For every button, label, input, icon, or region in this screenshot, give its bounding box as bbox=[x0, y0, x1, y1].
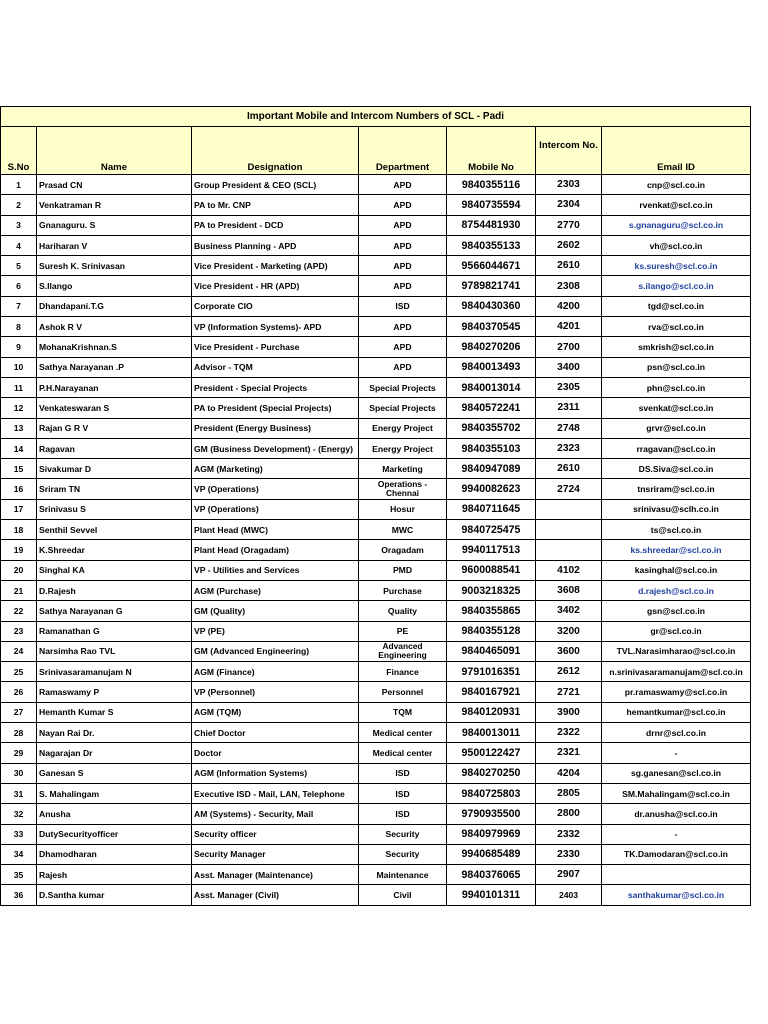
table-row bbox=[1, 621, 751, 641]
cell-sno: 7 bbox=[1, 296, 37, 316]
cell-designation: Plant Head (Oragadam) bbox=[192, 540, 359, 560]
cell-sno: 36 bbox=[1, 885, 37, 905]
cell-name: Anusha bbox=[37, 804, 192, 824]
cell-designation: Security officer bbox=[192, 824, 359, 844]
table-row bbox=[1, 256, 751, 276]
cell-mobile: 9840465091 bbox=[447, 641, 536, 661]
cell-name: Rajesh bbox=[37, 865, 192, 885]
cell-designation: VP (Operations) bbox=[192, 499, 359, 519]
cell-mobile: 9840979969 bbox=[447, 824, 536, 844]
cell-sno: 2 bbox=[1, 195, 37, 215]
cell-intercom bbox=[536, 499, 602, 519]
cell-designation: Security Manager bbox=[192, 844, 359, 864]
cell-designation: Vice President - HR (APD) bbox=[192, 276, 359, 296]
header-designation: Designation bbox=[192, 127, 359, 175]
cell-intercom: 2610 bbox=[536, 256, 602, 276]
cell-mobile: 9840355133 bbox=[447, 235, 536, 255]
cell-intercom: 2800 bbox=[536, 804, 602, 824]
cell-sno: 18 bbox=[1, 520, 37, 540]
cell-mobile: 9940685489 bbox=[447, 844, 536, 864]
cell-intercom: 2907 bbox=[536, 865, 602, 885]
cell-name: Venkatraman R bbox=[37, 195, 192, 215]
cell-email: - bbox=[602, 824, 751, 844]
cell-designation: Asst. Manager (Civil) bbox=[192, 885, 359, 905]
cell-mobile: 9840120931 bbox=[447, 702, 536, 722]
cell-sno: 14 bbox=[1, 438, 37, 458]
cell-designation: President (Energy Business) bbox=[192, 418, 359, 438]
cell-department: APD bbox=[359, 317, 447, 337]
cell-mobile: 8754481930 bbox=[447, 215, 536, 235]
cell-name: Suresh K. Srinivasan bbox=[37, 256, 192, 276]
table-row bbox=[1, 418, 751, 438]
cell-sno: 19 bbox=[1, 540, 37, 560]
cell-email: ts@scl.co.in bbox=[602, 520, 751, 540]
cell-designation: VP (Information Systems)- APD bbox=[192, 317, 359, 337]
table-row bbox=[1, 580, 751, 600]
table-row bbox=[1, 702, 751, 722]
cell-name: D.Santha kumar bbox=[37, 885, 192, 905]
cell-email: tnsriram@scl.co.in bbox=[602, 479, 751, 499]
cell-email bbox=[602, 865, 751, 885]
cell-name: MohanaKrishnan.S bbox=[37, 337, 192, 357]
cell-intercom: 2311 bbox=[536, 398, 602, 418]
table-row bbox=[1, 865, 751, 885]
cell-designation: AGM (Marketing) bbox=[192, 459, 359, 479]
table-row bbox=[1, 560, 751, 580]
cell-intercom: 2700 bbox=[536, 337, 602, 357]
cell-email[interactable]: s.gnanaguru@scl.co.in bbox=[602, 215, 751, 235]
cell-designation: VP (Operations) bbox=[192, 479, 359, 499]
cell-mobile: 9940101311 bbox=[447, 885, 536, 905]
cell-email: phn@scl.co.in bbox=[602, 377, 751, 397]
cell-department: PMD bbox=[359, 560, 447, 580]
cell-sno: 9 bbox=[1, 337, 37, 357]
cell-mobile: 9840370545 bbox=[447, 317, 536, 337]
cell-department: Civil bbox=[359, 885, 447, 905]
cell-sno: 30 bbox=[1, 763, 37, 783]
cell-designation: AGM (Finance) bbox=[192, 662, 359, 682]
cell-intercom bbox=[536, 540, 602, 560]
table-row bbox=[1, 175, 751, 195]
cell-sno: 25 bbox=[1, 662, 37, 682]
cell-intercom: 2612 bbox=[536, 662, 602, 682]
contact-table bbox=[0, 106, 751, 906]
table-row bbox=[1, 235, 751, 255]
cell-name: Srinivasu S bbox=[37, 499, 192, 519]
cell-email: gr@scl.co.in bbox=[602, 621, 751, 641]
cell-designation: Doctor bbox=[192, 743, 359, 763]
cell-name: Senthil Sevvel bbox=[37, 520, 192, 540]
cell-name: Venkateswaran S bbox=[37, 398, 192, 418]
table-row bbox=[1, 601, 751, 621]
table-row bbox=[1, 195, 751, 215]
cell-mobile: 9840725803 bbox=[447, 783, 536, 803]
cell-designation: Advisor - TQM bbox=[192, 357, 359, 377]
cell-sno: 28 bbox=[1, 723, 37, 743]
cell-mobile: 9789821741 bbox=[447, 276, 536, 296]
cell-mobile: 9791016351 bbox=[447, 662, 536, 682]
cell-department: ISD bbox=[359, 804, 447, 824]
cell-email[interactable]: s.ilango@scl.co.in bbox=[602, 276, 751, 296]
cell-department: Medical center bbox=[359, 723, 447, 743]
table-row bbox=[1, 844, 751, 864]
sheet-title: Important Mobile and Intercom Numbers of SCL - Padi bbox=[1, 107, 751, 127]
table-row bbox=[1, 662, 751, 682]
cell-department: Quality bbox=[359, 601, 447, 621]
cell-sno: 6 bbox=[1, 276, 37, 296]
cell-sno: 1 bbox=[1, 175, 37, 195]
cell-mobile: 9840355702 bbox=[447, 418, 536, 438]
table-body bbox=[1, 175, 751, 906]
table-row bbox=[1, 641, 751, 661]
cell-name: Prasad CN bbox=[37, 175, 192, 195]
cell-name: Sivakumar D bbox=[37, 459, 192, 479]
cell-name: Nagarajan Dr bbox=[37, 743, 192, 763]
cell-sno: 32 bbox=[1, 804, 37, 824]
cell-intercom: 2610 bbox=[536, 459, 602, 479]
cell-name: Hariharan V bbox=[37, 235, 192, 255]
cell-sno: 12 bbox=[1, 398, 37, 418]
cell-intercom: 3600 bbox=[536, 641, 602, 661]
cell-department: APD bbox=[359, 357, 447, 377]
cell-email: TK.Damodaran@scl.co.in bbox=[602, 844, 751, 864]
cell-name: D.Rajesh bbox=[37, 580, 192, 600]
cell-email: rva@scl.co.in bbox=[602, 317, 751, 337]
cell-mobile: 9840013014 bbox=[447, 377, 536, 397]
cell-mobile: 9840735594 bbox=[447, 195, 536, 215]
table-row bbox=[1, 479, 751, 499]
cell-department: Purchase bbox=[359, 580, 447, 600]
cell-department: APD bbox=[359, 215, 447, 235]
table-row bbox=[1, 296, 751, 316]
cell-name: Srinivasaramanujam N bbox=[37, 662, 192, 682]
cell-designation: PA to President (Special Projects) bbox=[192, 398, 359, 418]
table-row bbox=[1, 824, 751, 844]
cell-email: rragavan@scl.co.in bbox=[602, 438, 751, 458]
cell-mobile: 9840376065 bbox=[447, 865, 536, 885]
cell-department: Maintenance bbox=[359, 865, 447, 885]
cell-name: Sathya Narayanan .P bbox=[37, 357, 192, 377]
cell-email: tgd@scl.co.in bbox=[602, 296, 751, 316]
cell-department: Security bbox=[359, 844, 447, 864]
cell-name: Singhal KA bbox=[37, 560, 192, 580]
cell-intercom: 2770 bbox=[536, 215, 602, 235]
cell-designation: Corporate CIO bbox=[192, 296, 359, 316]
cell-department: APD bbox=[359, 235, 447, 255]
cell-mobile: 9840355103 bbox=[447, 438, 536, 458]
table-row bbox=[1, 398, 751, 418]
cell-name: S. Mahalingam bbox=[37, 783, 192, 803]
table-row bbox=[1, 438, 751, 458]
cell-department: Finance bbox=[359, 662, 447, 682]
cell-email: n.srinivasaramanujam@scl.co.in bbox=[602, 662, 751, 682]
cell-department: Medical center bbox=[359, 743, 447, 763]
cell-name: P.H.Narayanan bbox=[37, 377, 192, 397]
cell-sno: 26 bbox=[1, 682, 37, 702]
cell-name: K.Shreedar bbox=[37, 540, 192, 560]
cell-department: Security bbox=[359, 824, 447, 844]
table-row bbox=[1, 377, 751, 397]
cell-sno: 23 bbox=[1, 621, 37, 641]
cell-name: Nayan Rai Dr. bbox=[37, 723, 192, 743]
cell-department: TQM bbox=[359, 702, 447, 722]
cell-name: DutySecurityofficer bbox=[37, 824, 192, 844]
cell-sno: 27 bbox=[1, 702, 37, 722]
cell-sno: 8 bbox=[1, 317, 37, 337]
cell-mobile: 9840355116 bbox=[447, 175, 536, 195]
cell-mobile: 9840270206 bbox=[447, 337, 536, 357]
table-row bbox=[1, 357, 751, 377]
table-row bbox=[1, 763, 751, 783]
cell-department: Special Projects bbox=[359, 398, 447, 418]
cell-department: MWC bbox=[359, 520, 447, 540]
cell-email: SM.Mahalingam@scl.co.in bbox=[602, 783, 751, 803]
table-row bbox=[1, 317, 751, 337]
cell-designation: Vice President - Marketing (APD) bbox=[192, 256, 359, 276]
cell-email: vh@scl.co.in bbox=[602, 235, 751, 255]
cell-intercom: 2322 bbox=[536, 723, 602, 743]
cell-name: Rajan G R V bbox=[37, 418, 192, 438]
cell-email[interactable]: santhakumar@scl.co.in bbox=[602, 885, 751, 905]
header-intercom: Intercom No. bbox=[536, 127, 602, 175]
cell-email: cnp@scl.co.in bbox=[602, 175, 751, 195]
cell-email: svenkat@scl.co.in bbox=[602, 398, 751, 418]
cell-email: hemantkumar@scl.co.in bbox=[602, 702, 751, 722]
cell-designation: PA to President - DCD bbox=[192, 215, 359, 235]
cell-sno: 34 bbox=[1, 844, 37, 864]
cell-designation: AGM (TQM) bbox=[192, 702, 359, 722]
cell-intercom: 2323 bbox=[536, 438, 602, 458]
cell-designation: AM (Systems) - Security, Mail bbox=[192, 804, 359, 824]
cell-email: DS.Siva@scl.co.in bbox=[602, 459, 751, 479]
cell-email: kasinghal@scl.co.in bbox=[602, 560, 751, 580]
cell-mobile: 9840270250 bbox=[447, 763, 536, 783]
cell-intercom: 4201 bbox=[536, 317, 602, 337]
cell-sno: 31 bbox=[1, 783, 37, 803]
cell-department: Oragadam bbox=[359, 540, 447, 560]
cell-email: psn@scl.co.in bbox=[602, 357, 751, 377]
cell-email: grvr@scl.co.in bbox=[602, 418, 751, 438]
cell-sno: 15 bbox=[1, 459, 37, 479]
cell-intercom: 3200 bbox=[536, 621, 602, 641]
table-row bbox=[1, 885, 751, 905]
cell-intercom: 2304 bbox=[536, 195, 602, 215]
cell-email[interactable]: d.rajesh@scl.co.in bbox=[602, 580, 751, 600]
cell-mobile: 9940117513 bbox=[447, 540, 536, 560]
cell-mobile: 9840947089 bbox=[447, 459, 536, 479]
cell-department: APD bbox=[359, 175, 447, 195]
cell-department: APD bbox=[359, 195, 447, 215]
table-row bbox=[1, 783, 751, 803]
cell-sno: 35 bbox=[1, 865, 37, 885]
cell-department: Energy Project bbox=[359, 418, 447, 438]
cell-designation: President - Special Projects bbox=[192, 377, 359, 397]
cell-department: PE bbox=[359, 621, 447, 641]
cell-sno: 33 bbox=[1, 824, 37, 844]
cell-email: rvenkat@scl.co.in bbox=[602, 195, 751, 215]
cell-department: Personnel bbox=[359, 682, 447, 702]
cell-mobile: 9600088541 bbox=[447, 560, 536, 580]
header-email: Email ID bbox=[602, 127, 751, 175]
table-row bbox=[1, 540, 751, 560]
cell-department: Energy Project bbox=[359, 438, 447, 458]
table-row bbox=[1, 804, 751, 824]
cell-name: Hemanth Kumar S bbox=[37, 702, 192, 722]
cell-sno: 29 bbox=[1, 743, 37, 763]
cell-sno: 10 bbox=[1, 357, 37, 377]
cell-department: Hosur bbox=[359, 499, 447, 519]
cell-department: Special Projects bbox=[359, 377, 447, 397]
cell-designation: GM (Quality) bbox=[192, 601, 359, 621]
cell-email[interactable]: ks.shreedar@scl.co.in bbox=[602, 540, 751, 560]
cell-designation: AGM (Purchase) bbox=[192, 580, 359, 600]
cell-designation: VP - Utilities and Services bbox=[192, 560, 359, 580]
cell-intercom: 4200 bbox=[536, 296, 602, 316]
cell-intercom: 4204 bbox=[536, 763, 602, 783]
cell-name: Ramanathan G bbox=[37, 621, 192, 641]
table-row bbox=[1, 499, 751, 519]
cell-mobile: 9840355865 bbox=[447, 601, 536, 621]
cell-department: APD bbox=[359, 256, 447, 276]
cell-designation: GM (Advanced Engineering) bbox=[192, 641, 359, 661]
cell-sno: 3 bbox=[1, 215, 37, 235]
cell-name: Narsimha Rao TVL bbox=[37, 641, 192, 661]
cell-department: ISD bbox=[359, 296, 447, 316]
cell-designation: Chief Doctor bbox=[192, 723, 359, 743]
table-row bbox=[1, 215, 751, 235]
cell-sno: 20 bbox=[1, 560, 37, 580]
cell-mobile: 9840355128 bbox=[447, 621, 536, 641]
cell-designation: VP (PE) bbox=[192, 621, 359, 641]
cell-mobile: 9840711645 bbox=[447, 499, 536, 519]
cell-intercom: 3608 bbox=[536, 580, 602, 600]
cell-department: ISD bbox=[359, 763, 447, 783]
cell-email: drnr@scl.co.in bbox=[602, 723, 751, 743]
cell-designation: Group President & CEO (SCL) bbox=[192, 175, 359, 195]
cell-email: pr.ramaswamy@scl.co.in bbox=[602, 682, 751, 702]
cell-mobile: 9940082623 bbox=[447, 479, 536, 499]
table-row bbox=[1, 276, 751, 296]
cell-sno: 13 bbox=[1, 418, 37, 438]
contact-sheet bbox=[0, 106, 750, 906]
cell-email: smkrish@scl.co.in bbox=[602, 337, 751, 357]
cell-sno: 5 bbox=[1, 256, 37, 276]
cell-intercom: 2303 bbox=[536, 175, 602, 195]
cell-sno: 16 bbox=[1, 479, 37, 499]
cell-designation: AGM (Information Systems) bbox=[192, 763, 359, 783]
table-row bbox=[1, 682, 751, 702]
header-department: Department bbox=[359, 127, 447, 175]
cell-sno: 22 bbox=[1, 601, 37, 621]
cell-name: S.Ilango bbox=[37, 276, 192, 296]
cell-name: Gnanaguru. S bbox=[37, 215, 192, 235]
table-row bbox=[1, 520, 751, 540]
cell-mobile: 9840725475 bbox=[447, 520, 536, 540]
cell-email: gsn@scl.co.in bbox=[602, 601, 751, 621]
table-row bbox=[1, 459, 751, 479]
cell-mobile: 9500122427 bbox=[447, 743, 536, 763]
cell-mobile: 9840013493 bbox=[447, 357, 536, 377]
cell-intercom: 2805 bbox=[536, 783, 602, 803]
header-sno: S.No bbox=[1, 127, 37, 175]
cell-email[interactable]: ks.suresh@scl.co.in bbox=[602, 256, 751, 276]
header-name: Name bbox=[37, 127, 192, 175]
cell-sno: 17 bbox=[1, 499, 37, 519]
cell-email: TVL.Narasimharao@scl.co.in bbox=[602, 641, 751, 661]
cell-intercom: 2308 bbox=[536, 276, 602, 296]
cell-name: Sriram TN bbox=[37, 479, 192, 499]
cell-intercom: 2330 bbox=[536, 844, 602, 864]
cell-email: srinivasu@sclh.co.in bbox=[602, 499, 751, 519]
cell-mobile: 9840572241 bbox=[447, 398, 536, 418]
table-row bbox=[1, 337, 751, 357]
cell-intercom: 4102 bbox=[536, 560, 602, 580]
cell-designation: VP (Personnel) bbox=[192, 682, 359, 702]
cell-name: Ramaswamy P bbox=[37, 682, 192, 702]
cell-intercom: 3400 bbox=[536, 357, 602, 377]
cell-designation: Executive ISD - Mail, LAN, Telephone bbox=[192, 783, 359, 803]
cell-name: Ragavan bbox=[37, 438, 192, 458]
cell-name: Ganesan S bbox=[37, 763, 192, 783]
cell-department: APD bbox=[359, 276, 447, 296]
cell-intercom: 2321 bbox=[536, 743, 602, 763]
cell-name: Ashok R V bbox=[37, 317, 192, 337]
table-row bbox=[1, 723, 751, 743]
cell-designation: Business Planning - APD bbox=[192, 235, 359, 255]
cell-intercom: 2721 bbox=[536, 682, 602, 702]
cell-sno: 11 bbox=[1, 377, 37, 397]
cell-name: Dhamodharan bbox=[37, 844, 192, 864]
cell-designation: Asst. Manager (Maintenance) bbox=[192, 865, 359, 885]
cell-intercom: 3900 bbox=[536, 702, 602, 722]
cell-intercom: 2332 bbox=[536, 824, 602, 844]
cell-department: Operations - Chennai bbox=[359, 479, 447, 499]
cell-designation: PA to Mr. CNP bbox=[192, 195, 359, 215]
cell-department: Advanced Engineering bbox=[359, 641, 447, 661]
cell-email: dr.anusha@scl.co.in bbox=[602, 804, 751, 824]
cell-mobile: 9003218325 bbox=[447, 580, 536, 600]
cell-mobile: 9790935500 bbox=[447, 804, 536, 824]
cell-sno: 21 bbox=[1, 580, 37, 600]
cell-name: Dhandapani.T.G bbox=[37, 296, 192, 316]
cell-department: ISD bbox=[359, 783, 447, 803]
cell-mobile: 9566044671 bbox=[447, 256, 536, 276]
header-mobile: Mobile No bbox=[447, 127, 536, 175]
cell-department: Marketing bbox=[359, 459, 447, 479]
cell-sno: 4 bbox=[1, 235, 37, 255]
cell-intercom: 2748 bbox=[536, 418, 602, 438]
cell-sno: 24 bbox=[1, 641, 37, 661]
cell-mobile: 9840013011 bbox=[447, 723, 536, 743]
cell-email: - bbox=[602, 743, 751, 763]
cell-department: APD bbox=[359, 337, 447, 357]
cell-intercom: 2403 bbox=[536, 885, 602, 905]
cell-intercom bbox=[536, 520, 602, 540]
cell-mobile: 9840430360 bbox=[447, 296, 536, 316]
cell-intercom: 2724 bbox=[536, 479, 602, 499]
table-row bbox=[1, 743, 751, 763]
cell-mobile: 9840167921 bbox=[447, 682, 536, 702]
cell-name: Sathya Narayanan G bbox=[37, 601, 192, 621]
cell-designation: Vice President - Purchase bbox=[192, 337, 359, 357]
cell-designation: Plant Head (MWC) bbox=[192, 520, 359, 540]
cell-intercom: 2602 bbox=[536, 235, 602, 255]
cell-intercom: 2305 bbox=[536, 377, 602, 397]
cell-intercom: 3402 bbox=[536, 601, 602, 621]
cell-designation: GM (Business Development) - (Energy) bbox=[192, 438, 359, 458]
cell-email: sg.ganesan@scl.co.in bbox=[602, 763, 751, 783]
